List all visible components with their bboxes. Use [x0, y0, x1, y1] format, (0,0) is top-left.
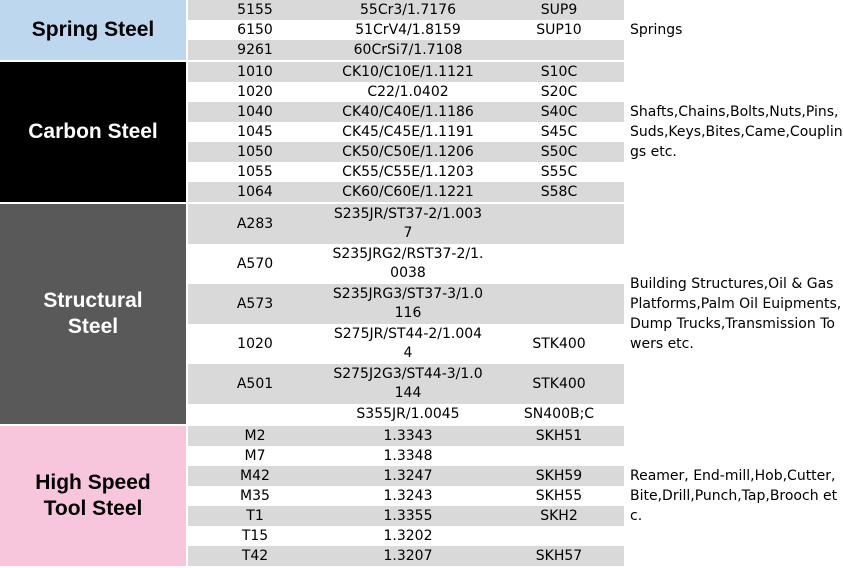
jis-grade-cell: SKH55: [535, 487, 583, 504]
jis-grade-cell: SKH51: [535, 427, 583, 444]
din-grade-cell: 51CrV4/1.8159: [355, 21, 461, 38]
table-row: [188, 102, 624, 122]
aisi-grade-cell: 1020: [237, 83, 273, 100]
din-grade-cell: 1.3207: [383, 547, 433, 564]
din-grade-cell: 60CrSi7/1.7108: [353, 41, 463, 58]
application-text: Shafts,Chains,Bolts,Nuts,Pins,Suds,Keys,Bites,Came,Couplings etc.: [624, 62, 843, 202]
aisi-grade-cell: A501: [236, 375, 274, 392]
aisi-grade-cell: 1010: [237, 63, 273, 80]
jis-grade-cell: SUP9: [540, 1, 578, 18]
steel-group: [0, 0, 843, 62]
steel-group: [0, 204, 843, 426]
grade-rows: [188, 426, 624, 566]
table-row: [188, 162, 624, 182]
jis-grade-cell: [494, 446, 624, 466]
aisi-grade-cell: T1: [246, 507, 264, 524]
table-row: [188, 426, 624, 446]
jis-grade-cell: S20C: [540, 83, 578, 100]
aisi-grade-cell: A573: [236, 295, 274, 312]
table-row: [188, 182, 624, 202]
din-grade-cell: CK60/C60E/1.1221: [342, 183, 474, 200]
table-row: [188, 142, 624, 162]
jis-grade-cell: SN400B;C: [523, 405, 595, 422]
table-row: [188, 526, 624, 546]
din-grade-cell: CK50/C50E/1.1206: [342, 143, 474, 160]
aisi-grade-cell: T42: [241, 547, 269, 564]
table-row: [188, 404, 624, 424]
jis-grade-cell: SKH2: [540, 507, 578, 524]
din-grade-cell: 55Cr3/1.7176: [360, 1, 456, 18]
grade-rows: [188, 0, 624, 60]
table-row: [188, 62, 624, 82]
aisi-grade-cell: 1055: [237, 163, 273, 180]
aisi-grade-cell: A570: [236, 255, 274, 272]
table-row: [188, 204, 624, 244]
din-grade-cell: S235JRG3/ST37-3/1.0116: [332, 286, 484, 321]
steel-group: [0, 62, 843, 204]
din-grade-cell: 1.3243: [383, 487, 433, 504]
din-grade-cell: 1.3202: [383, 527, 433, 544]
aisi-grade-cell: [188, 404, 322, 424]
table-row: [188, 0, 624, 20]
category-label: Structural Steel: [0, 204, 188, 424]
jis-grade-cell: STK400: [532, 375, 586, 392]
aisi-grade-cell: 1045: [237, 123, 273, 140]
table-row: [188, 122, 624, 142]
table-row: [188, 284, 624, 324]
jis-grade-cell: [494, 244, 624, 284]
din-grade-cell: S235JRG2/RST37-2/1.0038: [332, 246, 484, 281]
table-row: [188, 324, 624, 364]
category-label: Carbon Steel: [0, 62, 188, 202]
aisi-grade-cell: 1064: [237, 183, 273, 200]
jis-grade-cell: SKH59: [535, 467, 583, 484]
din-grade-cell: 1.3343: [383, 427, 433, 444]
jis-grade-cell: S45C: [540, 123, 578, 140]
category-label: Spring Steel: [0, 0, 188, 60]
application-text: Springs: [624, 0, 843, 60]
jis-grade-cell: STK400: [532, 335, 586, 352]
jis-grade-cell: S58C: [540, 183, 578, 200]
jis-grade-cell: [494, 204, 624, 244]
jis-grade-cell: [494, 40, 624, 60]
table-row: [188, 446, 624, 466]
jis-grade-cell: SKH57: [535, 547, 583, 564]
aisi-grade-cell: A283: [236, 215, 274, 232]
table-row: [188, 486, 624, 506]
jis-grade-cell: S10C: [540, 63, 578, 80]
aisi-grade-cell: M42: [240, 467, 270, 484]
din-grade-cell: CK10/C10E/1.1121: [342, 63, 474, 80]
table-row: [188, 82, 624, 102]
jis-grade-cell: [494, 284, 624, 324]
din-grade-cell: C22/1.0402: [367, 83, 449, 100]
table-row: [188, 466, 624, 486]
grade-rows: [188, 62, 624, 202]
din-grade-cell: CK55/C55E/1.1203: [342, 163, 474, 180]
din-grade-cell: S235JR/ST37-2/1.0037: [333, 206, 483, 241]
jis-grade-cell: S50C: [540, 143, 578, 160]
aisi-grade-cell: T15: [241, 527, 269, 544]
jis-grade-cell: SUP10: [536, 21, 582, 38]
jis-grade-cell: S40C: [540, 103, 578, 120]
table-row: [188, 364, 624, 404]
aisi-grade-cell: 9261: [237, 41, 273, 58]
application-text: Building Structures,Oil & Gas Platforms,Palm Oil Euipments,Dump Trucks,Transmission Towers etc.: [624, 204, 843, 424]
table-row: [188, 546, 624, 566]
aisi-grade-cell: M2: [244, 427, 266, 444]
aisi-grade-cell: 6150: [237, 21, 273, 38]
din-grade-cell: S355JR/1.0045: [356, 405, 460, 422]
table-row: [188, 40, 624, 60]
din-grade-cell: S275JR/ST44-2/1.0044: [333, 326, 483, 361]
din-grade-cell: 1.3348: [383, 447, 433, 464]
grade-rows: [188, 204, 624, 424]
application-text: Reamer, End-mill,Hob,Cutter,Bite,Drill,Punch,Tap,Brooch etc.: [624, 426, 843, 566]
aisi-grade-cell: M35: [240, 487, 270, 504]
din-grade-cell: CK45/C45E/1.1191: [342, 123, 474, 140]
aisi-grade-cell: M7: [244, 447, 266, 464]
aisi-grade-cell: 1050: [237, 143, 273, 160]
table-row: [188, 244, 624, 284]
aisi-grade-cell: 1020: [237, 335, 273, 352]
jis-grade-cell: [494, 526, 624, 546]
aisi-grade-cell: 1040: [237, 103, 273, 120]
din-grade-cell: S275J2G3/ST44-3/1.0144: [333, 366, 483, 401]
aisi-grade-cell: 5155: [237, 1, 273, 18]
din-grade-cell: 1.3247: [383, 467, 433, 484]
category-label: High Speed Tool Steel: [0, 426, 188, 566]
jis-grade-cell: S55C: [540, 163, 578, 180]
table-row: [188, 20, 624, 40]
din-grade-cell: CK40/C40E/1.1186: [342, 103, 474, 120]
table-row: [188, 506, 624, 526]
din-grade-cell: 1.3355: [383, 507, 433, 524]
steel-group: [0, 426, 843, 568]
